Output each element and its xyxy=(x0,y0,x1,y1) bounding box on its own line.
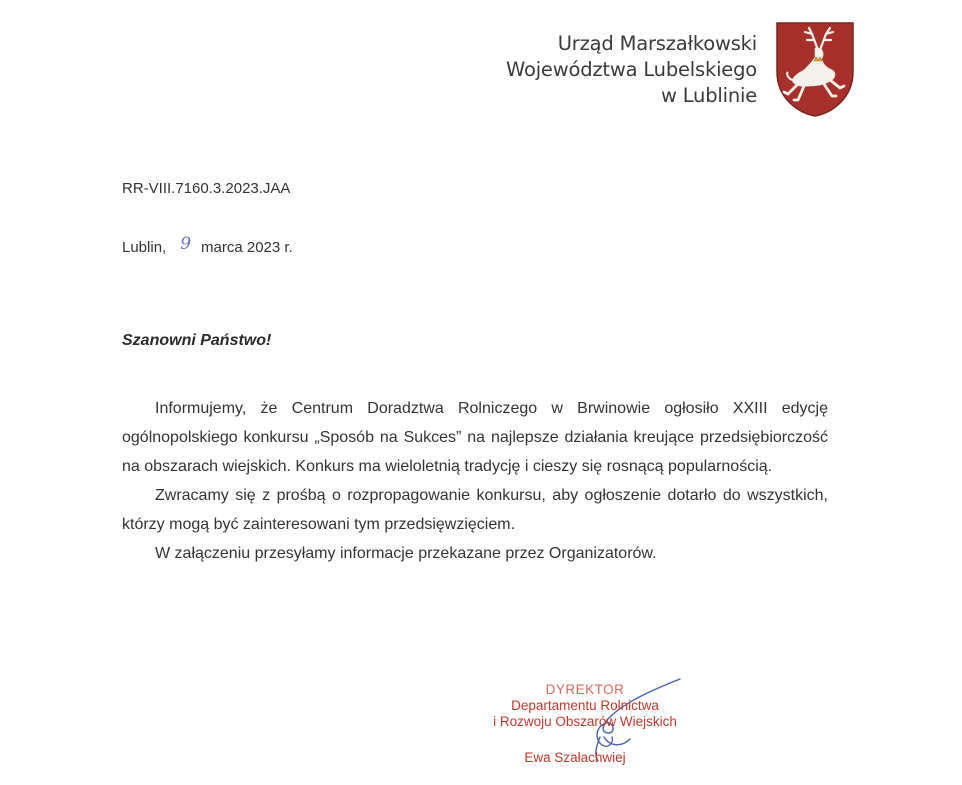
issuer-line-1: Urząd Marszałkowski xyxy=(557,32,757,55)
issuer-header xyxy=(506,31,757,109)
salutation: Szanowni Państwo! xyxy=(122,332,272,349)
date-line xyxy=(122,234,293,257)
signature-department-line-1: Departamentu Rolnictwa xyxy=(511,698,659,713)
date-rest: marca 2023 r. xyxy=(201,239,293,256)
issuer-line-3: w Lublinie xyxy=(660,84,757,107)
letter-body xyxy=(122,394,828,568)
date-place: Lublin, xyxy=(122,239,167,256)
paragraph-2: Zwracamy się z prośbą o rozpropagowanie konkursu, aby ogłoszenie dotarło do wszystkich, którzy mogą być zainteresowani tym przedsięwzięciem. xyxy=(122,487,828,533)
signature-department-line-2: i Rozwoju Obszarów Wiejskich xyxy=(493,714,677,729)
signature-title: DYREKTOR xyxy=(545,682,625,697)
reference-number: RR-VIII.7160.3.2023.JAA xyxy=(122,180,291,197)
signature-block xyxy=(470,677,700,777)
paragraph-3: W załączeniu przesyłamy informacje przekazane przez Organizatorów. xyxy=(155,545,657,562)
lubelskie-crest-icon xyxy=(774,20,856,118)
issuer-line-2: Województwa Lubelskiego xyxy=(506,58,757,81)
signature-name: Ewa Szałachwiej xyxy=(524,750,626,765)
date-day-handwritten: 9 xyxy=(180,234,192,254)
paragraph-1: Informujemy, że Centrum Doradztwa Rolniczego w Brwinowie ogłosiło XXIII edycję ogólnopolskiego konkursu „Sposób na Sukces” na najlepsze działania kreujące przedsiębiorczość na obszarach wiejskich. Konkurs ma wieloletnią tradycję i cieszy się rosnącą popularnością. xyxy=(122,400,828,475)
